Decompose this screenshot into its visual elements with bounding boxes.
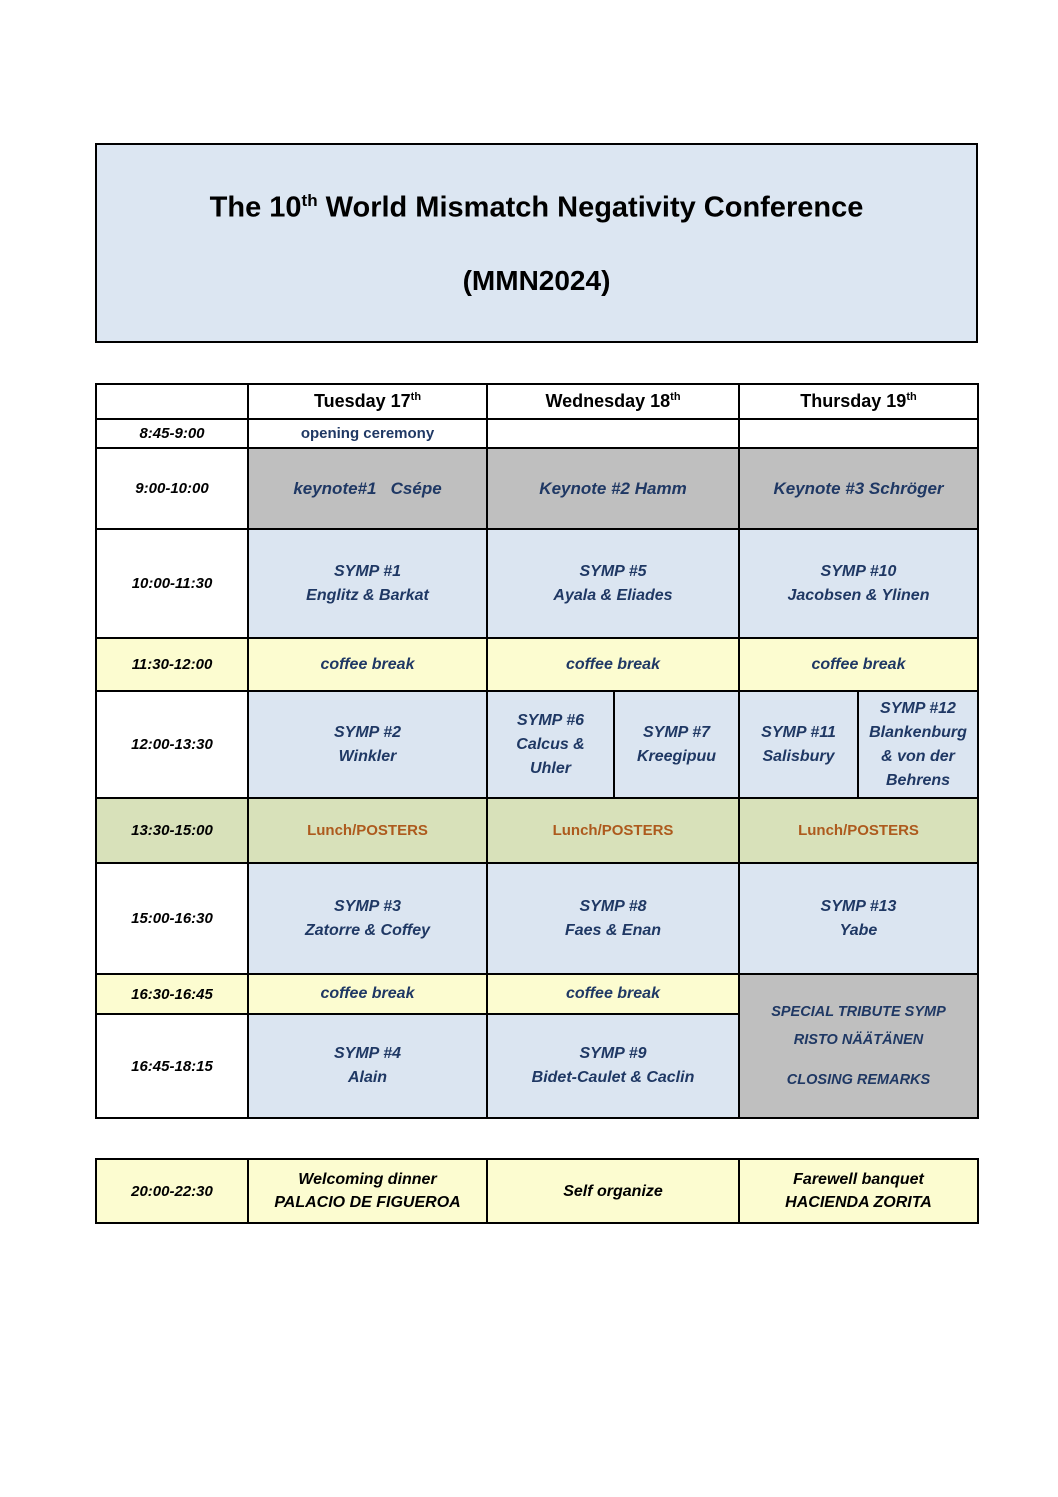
time-midday-symposia: 12:00-13:30 xyxy=(96,691,248,798)
cell-coffee-1-thursday: coffee break xyxy=(739,638,978,691)
cell-special-tribute: SPECIAL TRIBUTE SYMP RISTO NÄÄTÄNEN CLOSING REMARKS xyxy=(739,974,978,1118)
cell-symp-2: SYMP #2 Winkler xyxy=(248,691,487,798)
cell-coffee-1-tuesday: coffee break xyxy=(248,638,487,691)
keynote-row xyxy=(96,448,978,529)
conference-title xyxy=(97,191,976,225)
day-header-row xyxy=(96,384,978,419)
time-late-symposia: 16:45-18:15 xyxy=(96,1014,248,1118)
time-coffee-2: 16:30-16:45 xyxy=(96,974,248,1014)
cell-symp-7: SYMP #7 Kreegipuu xyxy=(614,691,739,798)
time-keynote: 9:00-10:00 xyxy=(96,448,248,529)
cell-lunch-thursday: Lunch/POSTERS xyxy=(739,798,978,863)
day-header-tuesday: Tuesday 17th xyxy=(248,384,487,419)
cell-symp-8: SYMP #8 Faes & Enan xyxy=(487,863,739,974)
time-morning-symposia: 10:00-11:30 xyxy=(96,529,248,638)
time-lunch: 13:30-15:00 xyxy=(96,798,248,863)
title-rest: World Mismatch Negativity Conference xyxy=(317,191,864,224)
cell-lunch-tuesday: Lunch/POSTERS xyxy=(248,798,487,863)
cell-symp-11: SYMP #11 Salisbury xyxy=(739,691,858,798)
time-evening: 20:00-22:30 xyxy=(96,1159,248,1223)
cell-coffee-2-wednesday: coffee break xyxy=(487,974,739,1014)
cell-keynote-2: Keynote #2 Hamm xyxy=(487,448,739,529)
cell-symp-5: SYMP #5 Ayala & Eliades xyxy=(487,529,739,638)
title-banner xyxy=(95,143,978,343)
wednesday-superscript: th xyxy=(670,391,681,403)
afternoon-symposia-row xyxy=(96,863,978,974)
cell-opening-thursday-empty xyxy=(739,419,978,448)
cell-farewell-banquet: Farewell banquet HACIENDA ZORITA xyxy=(739,1159,978,1223)
evening-row xyxy=(96,1159,978,1223)
title-ordinal-superscript: th xyxy=(301,191,318,210)
day-header-wednesday: Wednesday 18th xyxy=(487,384,739,419)
cell-symp-10: SYMP #10 Jacobsen & Ylinen xyxy=(739,529,978,638)
cell-coffee-2-tuesday: coffee break xyxy=(248,974,487,1014)
cell-opening-wednesday-empty xyxy=(487,419,739,448)
conference-subtitle: (MMN2024) xyxy=(462,264,611,296)
cell-coffee-1-wednesday: coffee break xyxy=(487,638,739,691)
cell-welcoming-dinner: Welcoming dinner PALACIO DE FIGUEROA xyxy=(248,1159,487,1223)
cell-keynote-1: keynote#1 Csépe xyxy=(248,448,487,529)
coffee-break-1-row xyxy=(96,638,978,691)
time-afternoon-symposia: 15:00-16:30 xyxy=(96,863,248,974)
cell-symp-1: SYMP #1 Englitz & Barkat xyxy=(248,529,487,638)
schedule-table xyxy=(95,383,979,1119)
title-prefix: The 10 xyxy=(209,191,302,224)
cell-opening-ceremony: opening ceremony xyxy=(248,419,487,448)
thursday-superscript: th xyxy=(906,391,917,403)
day-header-thursday: Thursday 19th xyxy=(739,384,978,419)
coffee-break-2-row xyxy=(96,974,978,1014)
cell-symp-4: SYMP #4 Alain xyxy=(248,1014,487,1118)
tuesday-superscript: th xyxy=(410,391,422,403)
cell-keynote-3: Keynote #3 Schröger xyxy=(739,448,978,529)
cell-symp-6: SYMP #6 Calcus & Uhler xyxy=(487,691,614,798)
cell-symp-3: SYMP #3 Zatorre & Coffey xyxy=(248,863,487,974)
midday-symposia-row xyxy=(96,691,978,798)
time-opening: 8:45-9:00 xyxy=(96,419,248,448)
cell-lunch-wednesday: Lunch/POSTERS xyxy=(487,798,739,863)
morning-symposia-row xyxy=(96,529,978,638)
cell-self-organize: Self organize xyxy=(487,1159,739,1223)
time-coffee-1: 11:30-12:00 xyxy=(96,638,248,691)
lunch-row xyxy=(96,798,978,863)
evening-events-table xyxy=(95,1158,979,1224)
header-spacer xyxy=(96,384,248,419)
opening-row xyxy=(96,419,978,448)
cell-symp-9: SYMP #9 Bidet-Caulet & Caclin xyxy=(487,1014,739,1118)
cell-symp-13: SYMP #13 Yabe xyxy=(739,863,978,974)
cell-symp-12: SYMP #12 Blankenburg & von der Behrens xyxy=(858,691,978,798)
